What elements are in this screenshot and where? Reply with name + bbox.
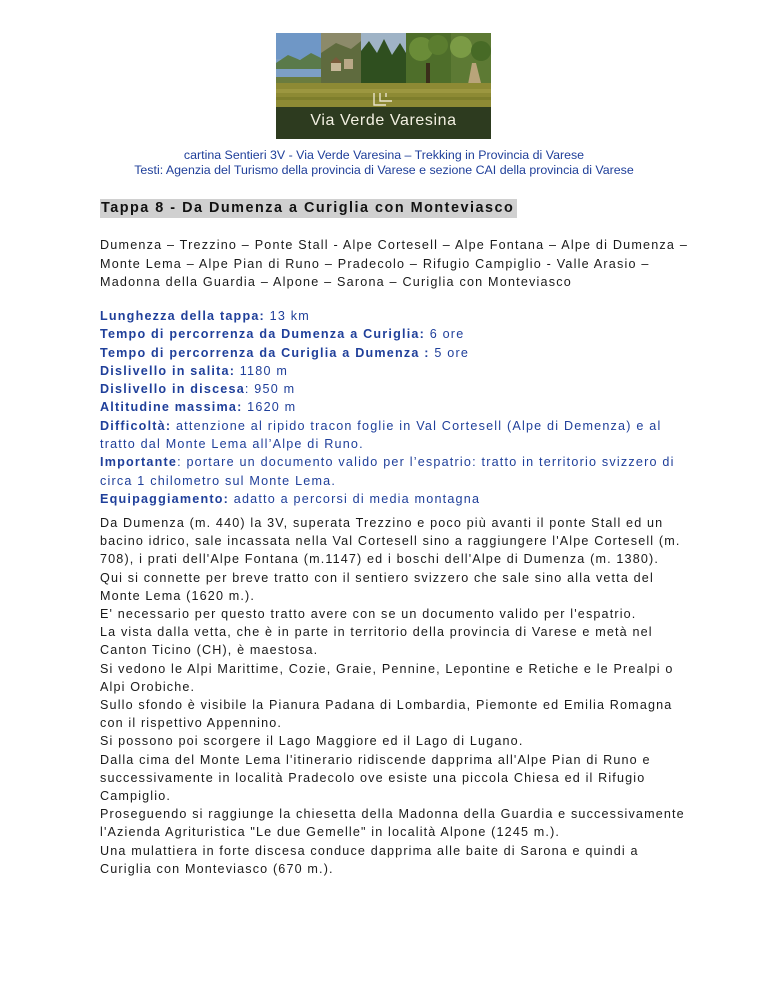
description-line: Monte Lema (1620 m.). (100, 588, 256, 603)
description-line: Sullo sfondo è visibile la Pianura Padana di Lombardia, Piemonte ed Emilia Romagna (100, 698, 673, 713)
route-line: Monte Lema – Alpe Pian di Runo – Pradecolo – Rifugio Campiglio - Valle Arasio – (100, 256, 650, 271)
info-difficulty-cont: tratto dal Monte Lema all’Alpe di Runo. (100, 437, 364, 452)
info-descent: Dislivello in discesa: 950 m (100, 382, 296, 397)
info-important-cont: circa 1 chilometro sul Monte Lema. (100, 473, 337, 488)
via-verde-varesina-logo (276, 33, 491, 139)
description-line: l'Azienda Agrituristica "Le due Gemelle" in località Alpone (1245 m.). (100, 825, 561, 840)
description-line: Alpi Orobiche. (100, 679, 196, 694)
info-ascent: Dislivello in salita: 1180 m (100, 363, 289, 378)
info-equipment: Equipaggiamento: adatto a percorsi di media montagna (100, 491, 481, 506)
stage-description (100, 514, 720, 878)
info-important: Importante: portare un documento valido per l’espatrio: tratto in territorio svizzero di (100, 455, 675, 470)
description-line: E' necessario per questo tratto avere con se un documento valido per l'espatrio. (100, 607, 637, 622)
credits-line-texts: Testi: Agenzia del Turismo della provincia di Varese e sezione CAI della provincia di Varese (134, 163, 634, 177)
description-line: Qui si connette per breve tratto con il sentiero svizzero che sale sino alla vetta del (100, 570, 654, 585)
description-line: Campiglio. (100, 789, 171, 804)
description-line: bacino idrico, sale incassata nella Val Cortesell sino a raggiungere l'Alpe Cortesell (m. (100, 534, 681, 549)
description-line: Curiglia con Monteviasco (670 m.). (100, 861, 334, 876)
route-line: Madonna della Guardia – Alpone – Sarona – Curiglia con Monteviasco (100, 275, 572, 289)
description-line: Dalla cima del Monte Lema l'itinerario ridiscende dapprima all'Alpe Pian di Runo e (100, 752, 651, 767)
description-line: successivamente in località Pradecolo ove esiste una piccola Chiesa ed il Rifugio (100, 770, 646, 785)
credits-line-map: cartina Sentieri 3V - Via Verde Varesina – Trekking in Provincia di Varese (183, 148, 585, 162)
route-line: Dumenza – Trezzino – Ponte Stall - Alpe Cortesell – Alpe Fontana – Alpe di Dumenza – (100, 238, 689, 252)
info-max-altitude: Altitudine massima: 1620 m (100, 400, 297, 415)
description-line: Si possono poi scorgere il Lago Maggiore ed il Lago di Lugano. (100, 734, 524, 749)
description-line: Canton Ticino (CH), è maestosa. (100, 643, 319, 658)
description-line: Una mulattiera in forte discesa conduce dapprima alle baite di Sarona e quindi a (100, 843, 639, 858)
info-difficulty: Difficoltà: attenzione al ripido tracon foglie in Val Cortesell (Alpe di Demenza) e al (100, 418, 662, 433)
logo-title: Via Verde Varesina (310, 112, 457, 129)
stage-info (100, 307, 720, 508)
description-line: con il rispettivo Appennino. (100, 716, 283, 731)
info-length: Lunghezza della tappa: 13 km (100, 309, 310, 323)
route-stops (100, 236, 700, 292)
description-line: Si vedono le Alpi Marittime, Cozie, Graie, Pennine, Lepontine e Retiche e le Prealpi o (100, 661, 674, 676)
credits-header (0, 148, 768, 178)
info-time-outbound: Tempo di percorrenza da Dumenza a Curiglia: 6 ore (100, 327, 465, 342)
description-line: La vista dalla vetta, che è in parte in territorio della provincia di Varese e metà nel (100, 625, 653, 640)
stage-title: Tappa 8 - Da Dumenza a Curiglia con Monteviasco (100, 199, 517, 218)
info-time-return: Tempo di percorrenza da Curiglia a Dumenza : 5 ore (100, 345, 470, 360)
description-line: Proseguendo si raggiunge la chiesetta della Madonna della Guardia e successivamente (100, 807, 685, 822)
description-line: Da Dumenza (m. 440) la 3V, superata Trezzino e poco più avanti il ponte Stall ed un (100, 516, 664, 530)
description-line: 708), i prati dell'Alpe Fontana (m.1147) ed i boschi dell'Alpe di Dumenza (m. 1380). (100, 552, 659, 567)
